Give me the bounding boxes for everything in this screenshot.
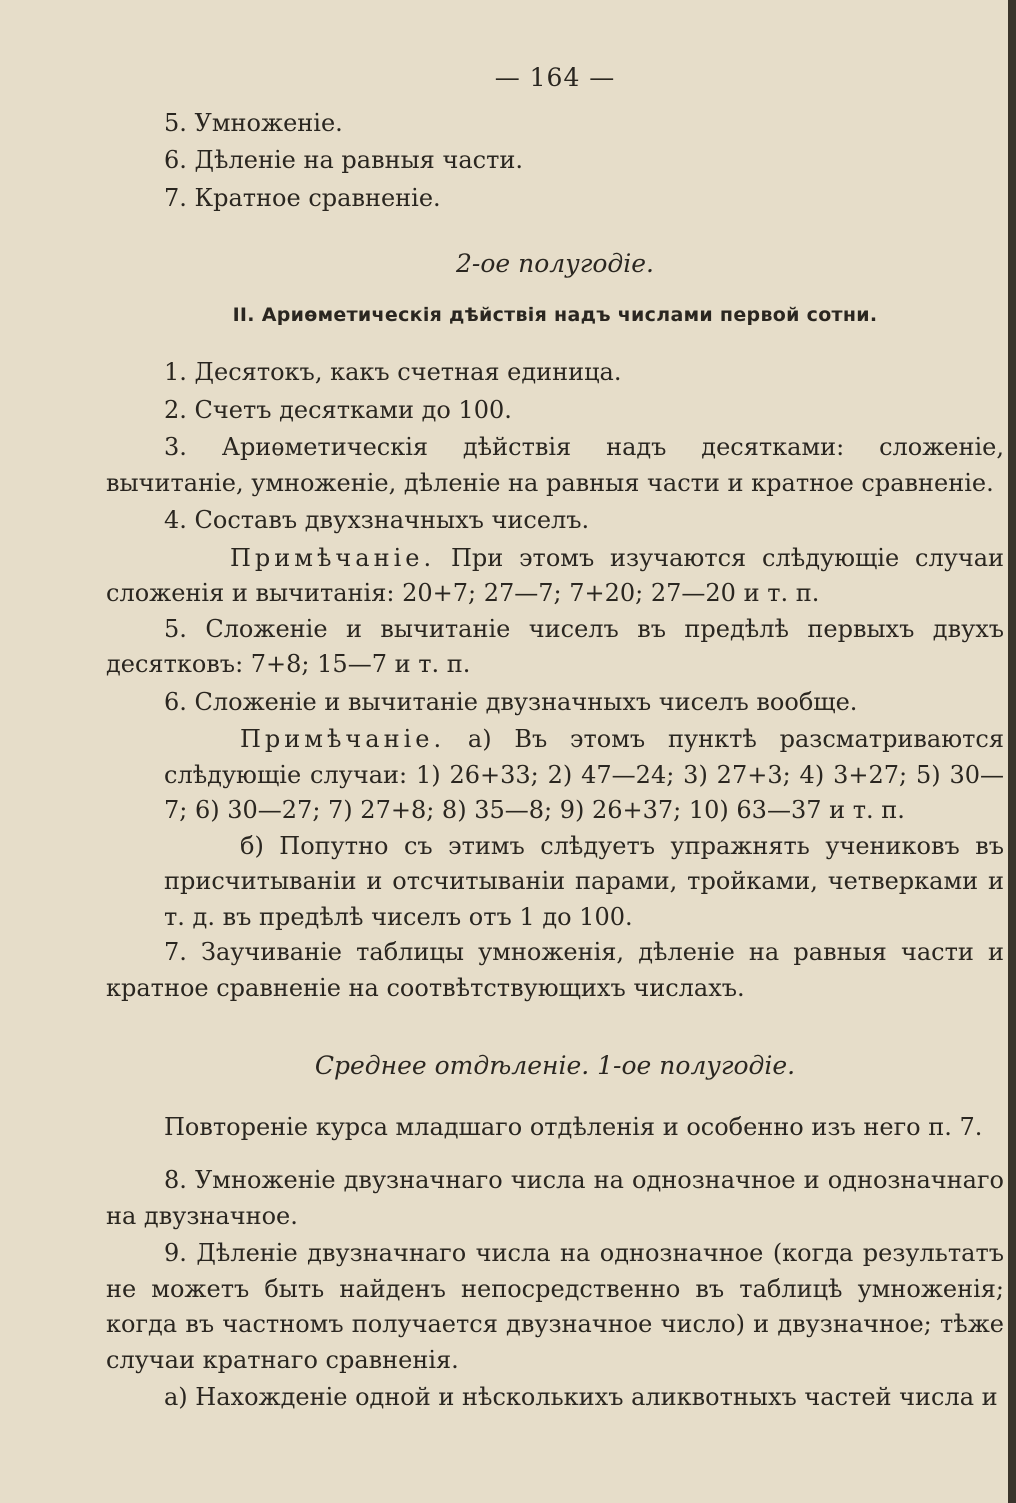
note-text: При этомъ изучаются слѣдующіе случаи сложенія и вычитанія: 20+7; 27—7; 7+20; 27—20 и т. п. (106, 543, 1005, 607)
list-item: 2. Счетъ десятками до 100. (164, 395, 512, 424)
note-label: Примѣчаніе. (230, 543, 436, 572)
note-2b: б) Попутно съ этимъ слѣдуетъ упражнять учениковъ въ присчитываніи и отсчитываніи парами, тройками, четверками и т. д. въ предѣлѣ чиселъ отъ 1 до 100. (164, 831, 1004, 931)
note-1 (106, 541, 1004, 612)
document-page (106, 60, 1004, 1418)
list-item: 7. Кратное сравненіе. (164, 183, 441, 212)
note-label: Примѣчаніе. (240, 725, 446, 753)
list-item: 5. Умноженіе. (164, 108, 343, 137)
section-title: II. Ариѳметическія дѣйствія надъ числами первой сотни. (232, 303, 878, 326)
list-item: 8. Умноженіе двузначнаго числа на однозначное и однозначнаго на двузначное. (106, 1166, 1004, 1230)
list-item: 5. Сложеніе и вычитаніе чиселъ въ предѣлѣ первыхъ двухъ десятковъ: 7+8; 15—7 и т. п. (106, 614, 1004, 678)
section-heading-half2: 2-ое полугодіе. (456, 249, 654, 278)
note-2 (106, 722, 1004, 829)
list-item: 3. Ариѳметическія дѣйствія надъ десятками: сложеніе, вычитаніе, умноженіе, дѣленіе на равныя части и кратное сравненіе. (106, 433, 1004, 497)
list-item: 4. Составъ двухзначныхъ чиселъ. (164, 506, 590, 534)
list-item: 1. Десятокъ, какъ счетная единица. (164, 358, 622, 386)
list-item: а) Нахожденіе одной и нѣсколькихъ аликвотныхъ частей числа и (164, 1383, 998, 1411)
repeat-paragraph: Повтореніе курса младшаго отдѣленія и особенно изъ него п. 7. (164, 1112, 983, 1141)
section-heading-middle: Среднее отдѣленіе. 1-ое полугодіе. (314, 1051, 796, 1080)
list-item: 7. Заучиваніе таблицы умноженія, дѣленіе на равныя части и кратное сравненіе на соотвѣтствующихъ числахъ. (106, 938, 1004, 1002)
page-edge-shadow (1008, 0, 1016, 1503)
list-item: 9. Дѣленіе двузначнаго числа на однозначное (когда результатъ не можетъ быть найденъ непосредственно въ таблицѣ умноженія; когда въ частномъ получается двузначное число) и двузначное; тѣже случаи кратнаго сравненія. (106, 1239, 1004, 1374)
list-item: 6. Дѣленіе на равныя части. (164, 146, 523, 174)
list-item: 6. Сложеніе и вычитаніе двузначныхъ чиселъ вообще. (164, 687, 858, 716)
note-text: а) Въ этомъ пунктѣ разсматриваются слѣдующіе случаи: 1) 26+33; 2) 47—24; 3) 27+3; 4) 3+27; 5) 30—7; 6) 30—27; 7) 27+8; 8) 35—8; 9) 26+37; 10) 63—37 и т. п. (164, 725, 1004, 824)
page-number: — 164 — (494, 63, 616, 92)
